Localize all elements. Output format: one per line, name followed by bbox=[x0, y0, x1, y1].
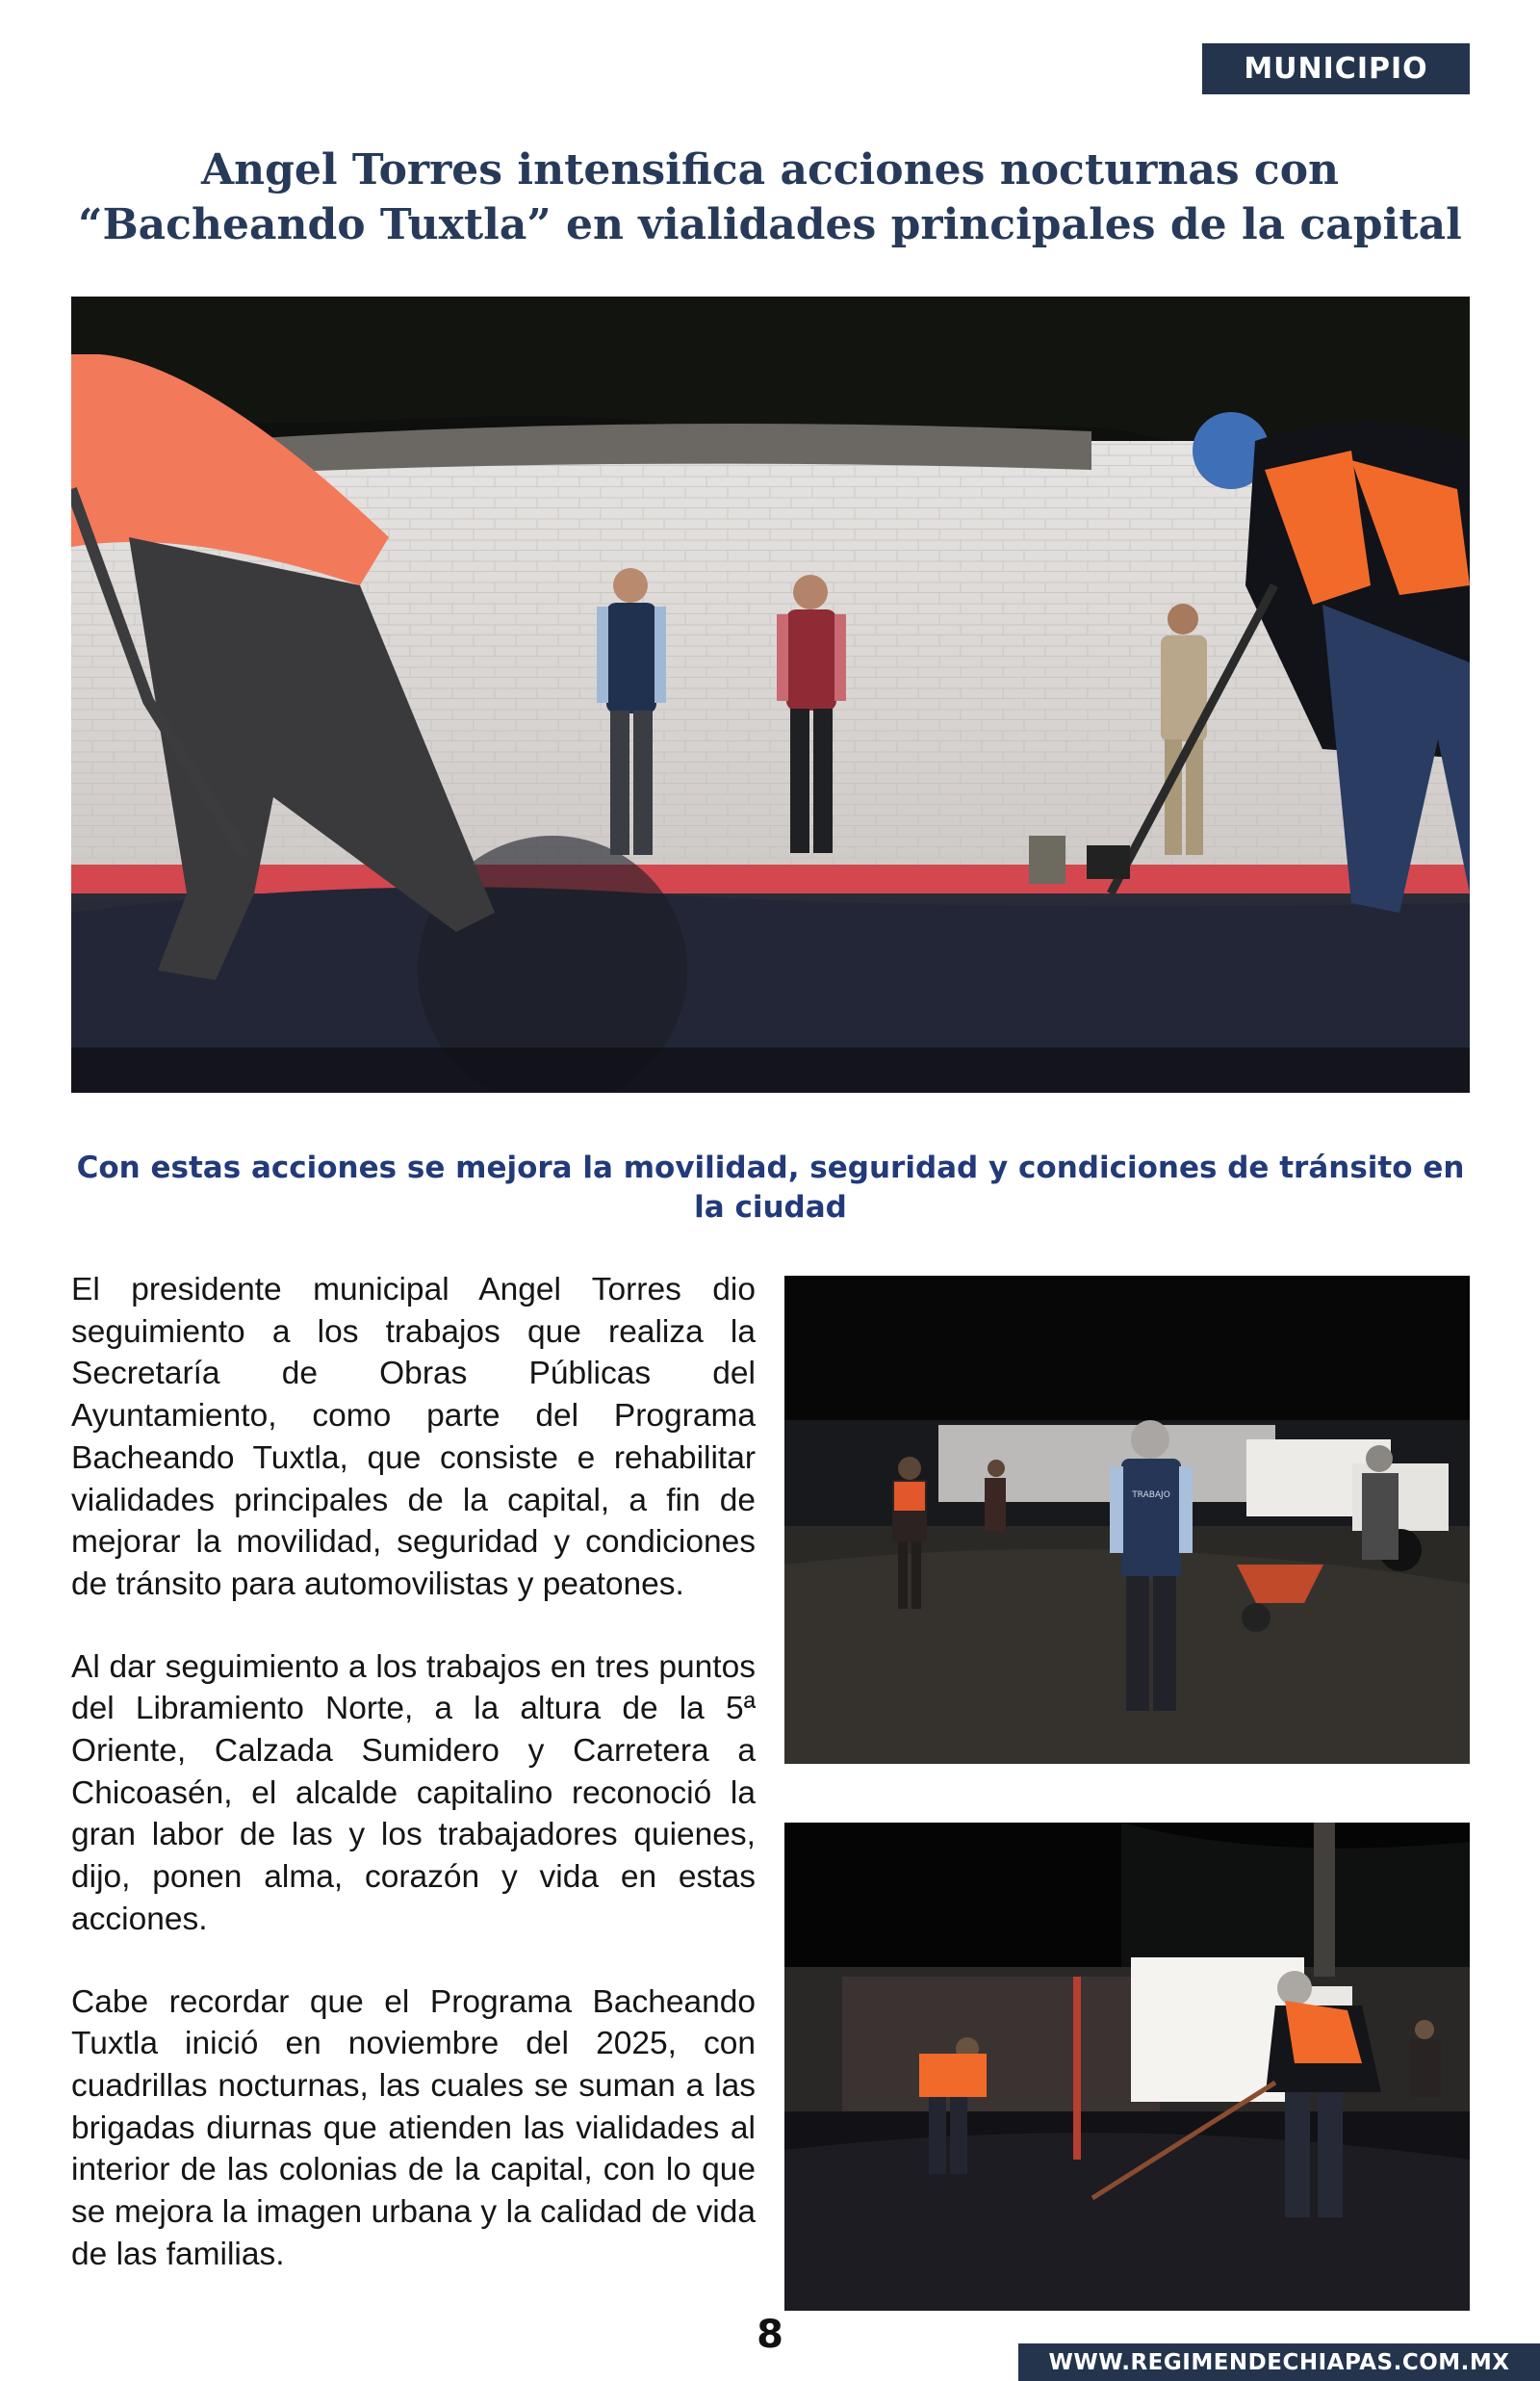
website-footer: WWW.REGIMENDECHIAPAS.COM.MX bbox=[1018, 2343, 1540, 2381]
article-body bbox=[71, 1269, 756, 2316]
article-headline: Angel Torres intensifica acciones nocturnas con “Bacheando Tuxtla” en vialidades principales de la capital bbox=[78, 145, 1462, 249]
section-tag: MUNICIPIO bbox=[1202, 43, 1470, 94]
main-photo-illustration bbox=[71, 297, 1470, 1093]
second-photo bbox=[784, 1276, 1470, 1764]
body-paragraph: Al dar seguimiento a los trabajos en tres puntos del Libramiento Norte, a la altura de la 5ª Oriente, Calzada Sumidero y Carretera a Chicoasén, el alcalde capitalino reconoció la gran labor de las y los trabajadores quienes, dijo, ponen alma, corazón y vida en estas acciones. bbox=[71, 1648, 756, 1937]
body-paragraph: Cabe recordar que el Programa Bacheando Tuxtla inició en noviembre del 2025, con cuadrillas nocturnas, las cuales se suman a las brigadas diurnas que atienden las vialidades al interior de las colonias de la capital, con lo que se mejora la imagen urbana y la calidad de vida de las familias. bbox=[71, 1983, 756, 2272]
second-photo-illustration bbox=[784, 1276, 1470, 1764]
main-photo bbox=[71, 297, 1470, 1093]
page-number: 8 bbox=[757, 2313, 783, 2357]
body-paragraph: El presidente municipal Angel Torres dio seguimiento a los trabajos que realiza la Secretaría de Obras Públicas del Ayuntamiento, como parte del Programa Bacheando Tuxtla, que consiste e rehabilitar vialidades principales de la capital, a fin de mejorar la movilidad, seguridad y condiciones de tránsito para automovilistas y peatones. bbox=[71, 1272, 756, 1602]
article-subtitle: Con estas acciones se mejora la movilidad, seguridad y condiciones de tránsito en la ciudad bbox=[76, 1151, 1465, 1225]
third-photo-illustration bbox=[784, 1823, 1470, 2311]
third-photo bbox=[784, 1823, 1470, 2311]
vest-logo-text: TRABAJO bbox=[1132, 1490, 1170, 1500]
